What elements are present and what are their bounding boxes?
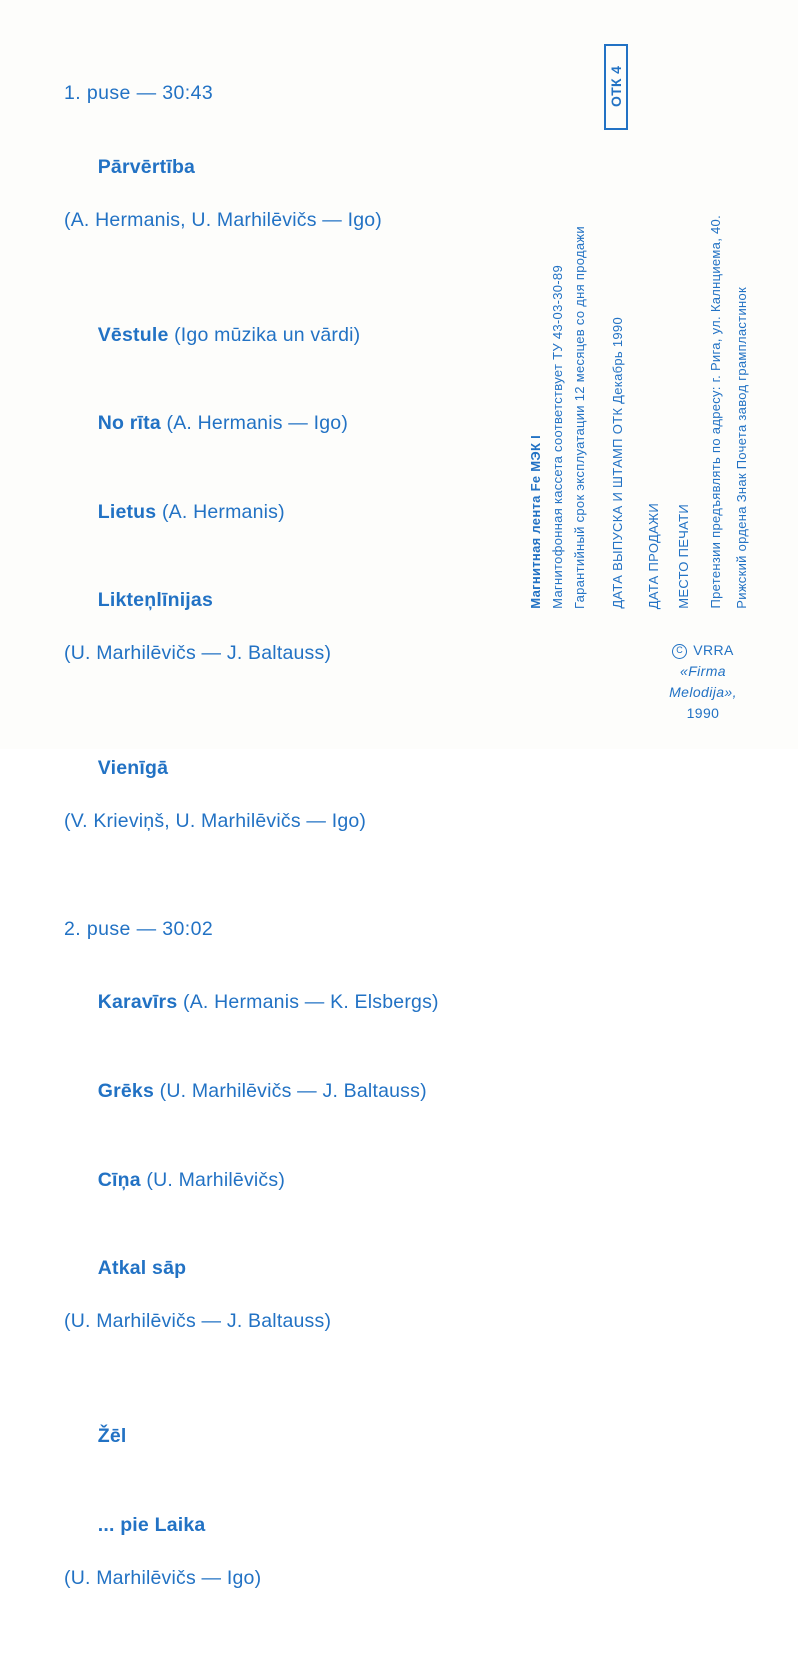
- track-credit-line2: (A. Hermanis, U. Marhilēvičs — Igo): [64, 208, 382, 231]
- track-credit: (U. Marhilēvičs): [140, 1168, 286, 1191]
- track-credit: (U. Marhilēvičs — J. Baltauss): [154, 1079, 427, 1102]
- track-credit-line2: (U. Marhilēvičs — Igo): [64, 1566, 262, 1589]
- track-title: Vēstule: [97, 323, 169, 346]
- track-credit-line2: (U. Marhilēvičs — J. Baltauss): [64, 1310, 332, 1333]
- firm-line-1: «Firma: [680, 663, 726, 679]
- copyright-year: 1990: [686, 705, 720, 721]
- side1-header: 1. puse — 30:43: [64, 82, 214, 104]
- stamp-place-text: МЕСТО ПЕЧАТИ: [676, 504, 691, 609]
- track-title: Lietus: [97, 500, 157, 523]
- track-title: No rīta: [97, 412, 161, 435]
- track-title: Atkal sāp: [97, 1257, 187, 1280]
- track-item: [64, 1397, 494, 1477]
- track-credit-line2: (U. Marhilēvičs — J. Baltauss): [64, 642, 332, 665]
- copyright-block: [648, 640, 758, 724]
- track-title: Vienīgā: [97, 757, 169, 780]
- track-item: [64, 295, 494, 375]
- track-item: [64, 729, 494, 888]
- warranty-text: Гарантийный срок эксплуатации 12 месяцев со дня продажи: [572, 225, 587, 609]
- track-item: [64, 1485, 494, 1644]
- track-item: [64, 963, 494, 1043]
- track-item: [64, 1051, 494, 1131]
- firm-line-2: Melodija»,: [669, 684, 737, 700]
- track-credit: (Igo mūzika un vārdi): [168, 323, 361, 346]
- otk-stamp-box: [604, 44, 628, 130]
- track-title: Karavīrs: [97, 991, 178, 1014]
- track-item: [64, 1140, 494, 1220]
- track-title: Grēks: [97, 1079, 155, 1102]
- otk-stamp-label: ОТК 4: [608, 65, 624, 107]
- tape-type-text: Магнитная лента Fe МЭК I: [528, 435, 543, 609]
- track-item: [64, 561, 494, 720]
- track-item: [64, 127, 494, 286]
- factory-text: Рижский ордена Знак Почета завод грампластинок: [734, 287, 749, 609]
- standard-text: Магнитофонная кассета соответствует ТУ 43-03-30-89: [550, 265, 565, 609]
- track-credit: (A. Hermanis — Igo): [160, 412, 349, 435]
- copyright-icon: C: [672, 644, 687, 659]
- vertical-technical-text: [506, 0, 798, 749]
- track-item: [64, 1229, 494, 1388]
- release-date-text: ДАТА ВЫПУСКА И ШТАМП ОТК Декабрь 1990: [610, 317, 625, 609]
- track-item: [64, 384, 494, 464]
- track-title: Likteņlīnijas: [97, 589, 214, 612]
- tracklist: [64, 82, 494, 1653]
- sale-date-text: ДАТА ПРОДАЖИ: [646, 502, 661, 609]
- track-title: Žēl: [97, 1425, 127, 1448]
- copyright-line-1: [648, 640, 758, 661]
- track-title: Pārvērtība: [97, 155, 196, 178]
- track-credit: (A. Hermanis): [156, 500, 285, 523]
- side2-header: 2. puse — 30:02: [64, 917, 214, 940]
- label-vrra: VRRA: [693, 642, 734, 658]
- claims-address-text: Претензии предъявлять по адресу: г. Рига, ул. Калнциема, 40.: [708, 215, 723, 609]
- track-title: ... pie Laika: [97, 1513, 206, 1536]
- track-title: Cīņa: [97, 1168, 141, 1191]
- track-credit-line2: (V. Krieviņš, U. Marhilēvičs — Igo): [64, 810, 367, 833]
- track-item: [64, 472, 494, 552]
- track-credit: (A. Hermanis — K. Elsbergs): [177, 991, 439, 1014]
